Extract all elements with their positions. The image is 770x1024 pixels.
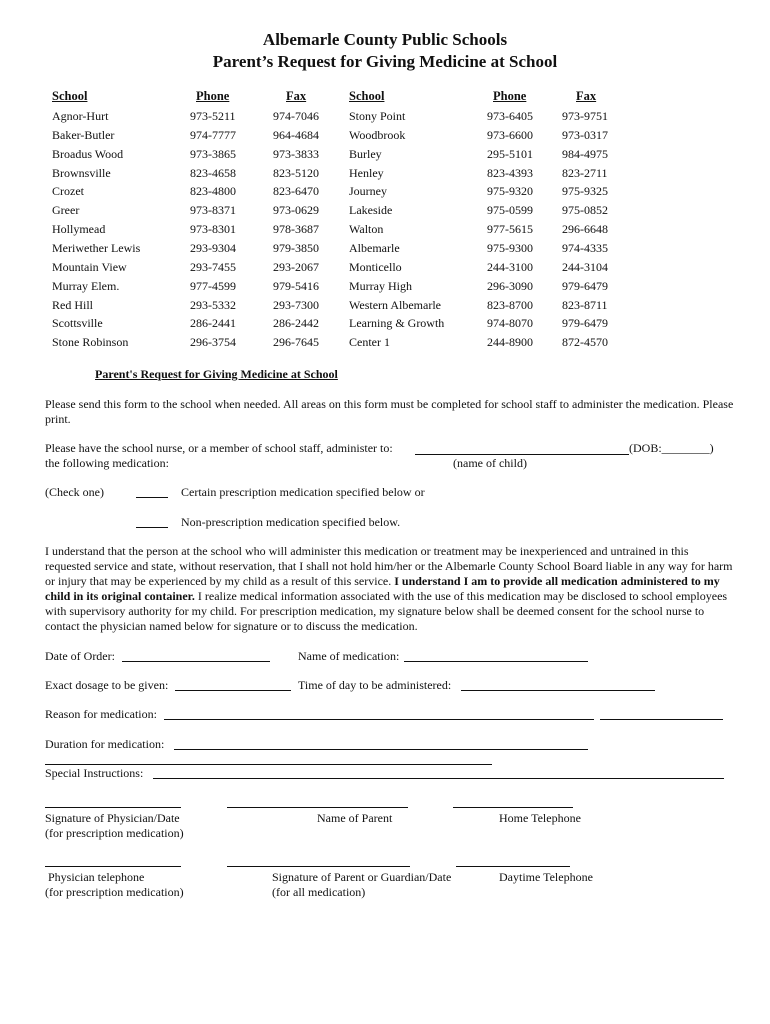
- left-phone-cell: 977-4599: [190, 278, 236, 293]
- right-phone-cell: 975-9300: [487, 240, 533, 255]
- physician-signature-label: Signature of Physician/Date: [45, 811, 180, 825]
- time-of-day-field[interactable]: [461, 690, 655, 691]
- left-phone-cell: 823-4800: [190, 184, 236, 199]
- right-school-cell: Burley: [349, 146, 382, 161]
- right-school-cell: Learning & Growth: [349, 316, 445, 331]
- left-fax-cell: 293-7300: [273, 297, 319, 312]
- special-instructions-label: Special Instructions:: [45, 766, 144, 780]
- consent-paragraph: [45, 544, 735, 634]
- left-fax-cell: 979-5416: [273, 278, 319, 293]
- right-phone-cell: 975-9320: [487, 184, 533, 199]
- right-phone-cell: 244-8900: [487, 335, 533, 350]
- for-prescription-caption: (for prescription medication): [45, 826, 184, 840]
- left-school-cell: Mountain View: [52, 259, 127, 274]
- right-phone-cell: 823-8700: [487, 297, 533, 312]
- left-phone-cell: 973-3865: [190, 146, 236, 161]
- right-school-cell: Albemarle: [349, 240, 400, 255]
- right-fax-cell: 984-4975: [562, 146, 608, 161]
- date-of-order-field[interactable]: [122, 661, 270, 662]
- form-section-title: Parent's Request for Giving Medicine at School: [95, 367, 338, 381]
- right-school-cell: Journey: [349, 184, 387, 199]
- daytime-telephone-label: Daytime Telephone: [499, 870, 593, 884]
- child-name-field[interactable]: [415, 454, 629, 455]
- left-school-cell: Stone Robinson: [52, 335, 129, 350]
- right-fax-cell: 979-6479: [562, 316, 608, 331]
- left-phone-cell: 974-7777: [190, 127, 236, 142]
- right-fax-cell: 979-6479: [562, 278, 608, 293]
- left-phone-cell: 293-7455: [190, 259, 236, 274]
- non-prescription-checkbox[interactable]: [136, 527, 168, 528]
- home-telephone-label: Home Telephone: [499, 811, 581, 825]
- name-of-medication-label: Name of medication:: [298, 649, 400, 663]
- left-phone-cell: 973-8371: [190, 203, 236, 218]
- right-school-cell: Lakeside: [349, 203, 393, 218]
- physician-telephone-label: Physician telephone: [48, 870, 145, 884]
- left-phone-cell: 286-2441: [190, 316, 236, 331]
- document-title: Albemarle County Public Schools: [262, 30, 508, 49]
- dob-label: (DOB:________): [629, 441, 714, 455]
- left-school-cell: Baker-Butler: [52, 127, 115, 142]
- left-school-cell: Crozet: [52, 184, 84, 199]
- left-school-cell: Scottsville: [52, 316, 103, 331]
- right-school-cell: Murray High: [349, 278, 412, 293]
- left-fax-cell: 964-4684: [273, 127, 319, 142]
- parent-signature-field[interactable]: [227, 866, 410, 867]
- left-fax-cell: 286-2442: [273, 316, 319, 331]
- administer-to-label: Please have the school nurse, or a member of school staff, administer to:: [45, 441, 393, 455]
- right-phone-cell: 973-6405: [487, 109, 533, 123]
- consent-text-bold: I understand I am to provide all medication administered to my child in its original container.: [45, 574, 720, 603]
- left-phone-cell: 973-5211: [190, 109, 236, 123]
- right-phone-cell: 977-5615: [487, 222, 533, 237]
- right-fax-cell: 823-8711: [562, 297, 608, 312]
- prescription-checkbox[interactable]: [136, 497, 168, 498]
- physician-telephone-field[interactable]: [45, 866, 181, 867]
- header-phone-right: Phone: [493, 89, 527, 103]
- left-fax-cell: 973-0629: [273, 203, 319, 218]
- right-school-cell: Western Albemarle: [349, 297, 441, 312]
- header-fax-right: Fax: [576, 89, 597, 103]
- left-fax-cell: 974-7046: [273, 109, 319, 123]
- right-school-cell: Monticello: [349, 259, 402, 274]
- right-fax-cell: 244-3104: [562, 259, 608, 274]
- left-school-cell: Red Hill: [52, 297, 93, 312]
- exact-dosage-field[interactable]: [175, 690, 291, 691]
- option-prescription-label: Certain prescription medication specified below or: [181, 485, 425, 499]
- left-school-cell: Meriwether Lewis: [52, 240, 141, 255]
- following-medication-label: the following medication:: [45, 456, 169, 470]
- left-school-cell: Murray Elem.: [52, 278, 120, 293]
- exact-dosage-label: Exact dosage to be given:: [45, 678, 169, 692]
- name-of-parent-label: Name of Parent: [317, 811, 393, 825]
- right-phone-cell: 823-4393: [487, 165, 533, 180]
- reason-label: Reason for medication:: [45, 707, 157, 721]
- left-fax-cell: 978-3687: [273, 222, 319, 237]
- duration-label: Duration for medication:: [45, 737, 165, 751]
- header-phone-left: Phone: [196, 89, 230, 103]
- right-phone-cell: 295-5101: [487, 146, 533, 161]
- header-school-right: School: [349, 89, 385, 103]
- right-fax-cell: 296-6648: [562, 222, 608, 237]
- header-fax-left: Fax: [286, 89, 307, 103]
- right-fax-cell: 975-0852: [562, 203, 608, 218]
- left-fax-cell: 293-2067: [273, 259, 319, 274]
- intro-paragraph: Please send this form to the school when needed. All areas on this form must be completed for school staff to administer the medication. Please print.: [45, 397, 734, 426]
- left-school-cell: Broadus Wood: [52, 146, 124, 161]
- right-fax-cell: 974-4335: [562, 240, 608, 255]
- document-subtitle: Parent’s Request for Giving Medicine at School: [212, 52, 558, 71]
- left-phone-cell: 293-5332: [190, 297, 236, 312]
- name-of-child-caption: (name of child): [453, 456, 527, 470]
- left-fax-cell: 823-6470: [273, 184, 319, 199]
- left-fax-cell: 979-3850: [273, 240, 319, 255]
- right-phone-cell: 973-6600: [487, 127, 533, 142]
- left-phone-cell: 823-4658: [190, 165, 236, 180]
- date-of-order-label: Date of Order:: [45, 649, 115, 663]
- special-instructions-field[interactable]: [153, 778, 724, 779]
- left-school-cell: Greer: [52, 203, 80, 218]
- left-school-cell: Hollymead: [52, 222, 106, 237]
- right-fax-cell: 872-4570: [562, 335, 608, 350]
- reason-field[interactable]: [164, 719, 594, 720]
- for-prescription-caption-2: (for prescription medication): [45, 885, 184, 899]
- consent-text-2: I realize medical information associated with the use of this medication may be disclosed to school employees with supervisory authority for my child. For prescription medication, my signature below shall be deemed consent for the school nurse to contact the physician named below for signature or to discuss the medication.: [45, 589, 728, 633]
- right-school-cell: Stony Point: [349, 109, 406, 123]
- right-phone-cell: 975-0599: [487, 203, 533, 218]
- left-phone-cell: 973-8301: [190, 222, 236, 237]
- physician-signature-field[interactable]: [45, 807, 181, 808]
- duration-field-line2[interactable]: [45, 764, 492, 765]
- parent-name-field[interactable]: [227, 807, 408, 808]
- consent-text-1: I understand that the person at the school who will administer this medication or treatment may be inexperienced and untrained in this requested service and state, without reservation, that I shall not hold him/her or the Albemarle County School Board liable in any way for harm or injury that may be experienced by my child as a result of this service.: [45, 544, 733, 588]
- check-one-label: (Check one): [45, 485, 104, 499]
- right-fax-cell: 823-2711: [562, 165, 608, 180]
- right-phone-cell: 296-3090: [487, 278, 533, 293]
- left-school-cell: Agnor-Hurt: [52, 109, 109, 123]
- right-school-cell: Center 1: [349, 335, 390, 350]
- parent-signature-label: Signature of Parent or Guardian/Date: [272, 870, 452, 884]
- time-of-day-label: Time of day to be administered:: [298, 678, 452, 692]
- left-phone-cell: 293-9304: [190, 240, 236, 255]
- left-fax-cell: 973-3833: [273, 146, 319, 161]
- right-school-cell: Henley: [349, 165, 384, 180]
- for-all-medication-caption: (for all medication): [272, 885, 366, 899]
- right-school-cell: Walton: [349, 222, 384, 237]
- reason-field-extra[interactable]: [600, 719, 723, 720]
- right-phone-cell: 244-3100: [487, 259, 533, 274]
- right-fax-cell: 975-9325: [562, 184, 608, 199]
- left-school-cell: Brownsville: [52, 165, 111, 180]
- header-school-left: School: [52, 89, 88, 103]
- home-telephone-field[interactable]: [453, 807, 573, 808]
- name-of-medication-field[interactable]: [404, 661, 588, 662]
- right-phone-cell: 974-8070: [487, 316, 533, 331]
- right-fax-cell: 973-0317: [562, 127, 608, 142]
- left-fax-cell: 823-5120: [273, 165, 319, 180]
- left-phone-cell: 296-3754: [190, 335, 236, 350]
- option-non-prescription-label: Non-prescription medication specified below.: [181, 515, 401, 529]
- left-fax-cell: 296-7645: [273, 335, 319, 350]
- daytime-telephone-field[interactable]: [456, 866, 570, 867]
- right-school-cell: Woodbrook: [349, 127, 406, 142]
- right-fax-cell: 973-9751: [562, 109, 608, 123]
- duration-field[interactable]: [174, 749, 588, 750]
